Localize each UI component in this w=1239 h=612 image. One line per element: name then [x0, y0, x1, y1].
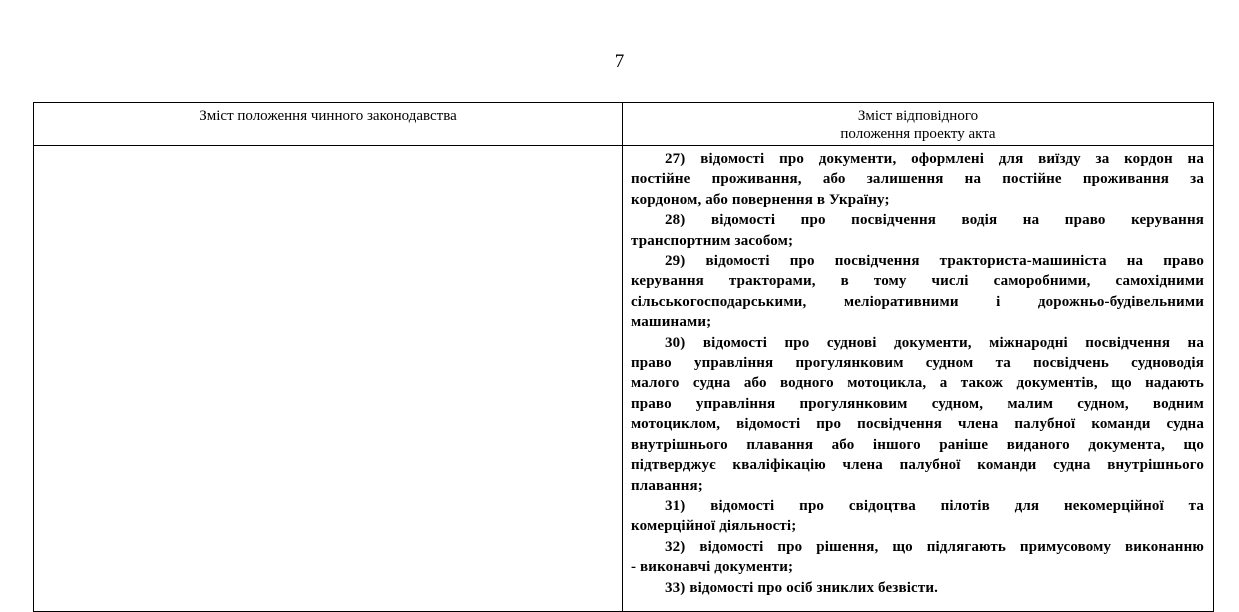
page-number: 7	[614, 51, 625, 72]
list-item	[631, 537, 1204, 578]
list-item	[631, 210, 1204, 251]
header-current-legislation: Зміст положення чинного законодавства	[199, 108, 457, 124]
list-item-line: 33) відомості про осіб зниклих безвісти.	[665, 579, 939, 596]
list-item-line: 29) відомості про посвідчення тракториста-машиніста на право	[665, 253, 1204, 270]
header-row-divider	[34, 145, 1213, 146]
list-item-line: - виконавчі документи;	[631, 559, 794, 576]
list-item	[631, 251, 1204, 333]
list-item-line: малого судна або водного мотоцикла, а також документів, що надають	[631, 375, 1204, 392]
list-item-line: транспортним засобом;	[631, 232, 794, 249]
list-item-line: 27) відомості про документи, оформлені для виїзду за кордон на	[665, 151, 1204, 167]
header-draft-act	[623, 107, 1213, 143]
header-draft-act-line2: положення проекту акта	[840, 126, 996, 142]
list-item-line: право управління прогулянковим судном та посвідчень судноводія	[631, 355, 1204, 372]
list-item-line: право управління прогулянковим судном, малим судном, водним	[631, 395, 1204, 412]
header-draft-act-line1: Зміст відповідного	[857, 108, 979, 124]
list-item-line: 31) відомості про свідоцтва пілотів для некомерційної та	[665, 497, 1204, 514]
list-item-line: сільськогосподарськими, меліоративними і дорожньо-будівельними	[631, 293, 1204, 310]
list-item-line: 30) відомості про суднові документи, міжнародні посвідчення на	[665, 334, 1204, 351]
list-item	[631, 333, 1204, 496]
list-item	[631, 578, 1204, 598]
draft-act-content	[631, 149, 1204, 598]
list-item-line: постійне проживання, або залишення на постійне проживання за	[631, 171, 1204, 188]
list-item-line: 28) відомості про посвідчення водія на право керування	[665, 212, 1204, 229]
list-item-line: підтверджує кваліфікацію члена палубної команди судна внутрішнього	[631, 457, 1204, 474]
comparison-table	[33, 102, 1214, 612]
list-item-line: плавання;	[631, 477, 703, 494]
list-item-line: внутрішнього плавання або іншого раніше виданого документа, що	[631, 436, 1204, 453]
list-item-line: керування тракторами, в тому числі саморобними, самохідними	[631, 273, 1204, 290]
column-divider	[622, 103, 623, 611]
list-item-line: мотоциклом, відомості про посвідчення члена палубної команди судна	[631, 416, 1204, 433]
list-item	[631, 149, 1204, 210]
list-item-line: машинами;	[631, 314, 712, 331]
list-item	[631, 496, 1204, 537]
list-item-line: кордоном, або повернення в Україну;	[631, 191, 890, 208]
list-item-line: комерційної діяльності;	[631, 518, 797, 535]
list-item-line: 32) відомості про рішення, що підлягають примусовому виконанню	[665, 538, 1204, 555]
